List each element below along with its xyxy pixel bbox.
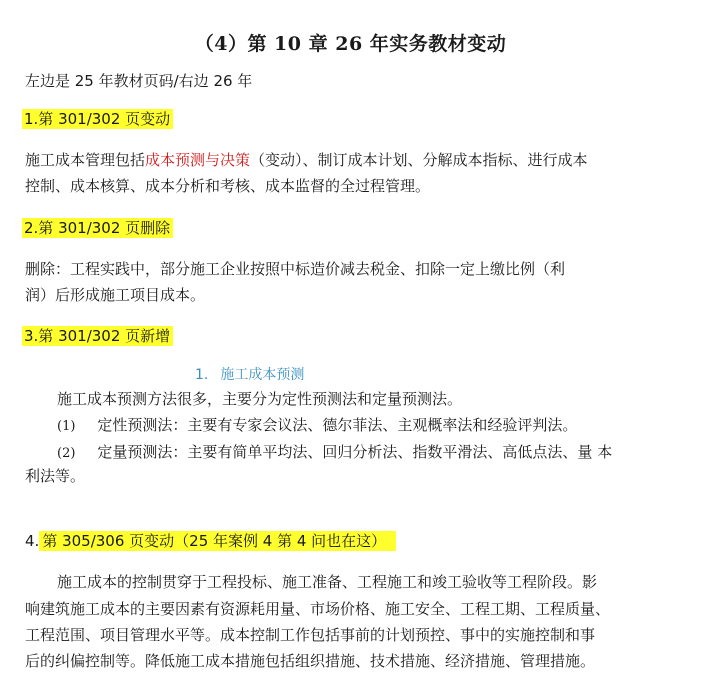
section-4-line-4: 后的纠偏控制等。降低施工成本措施包括组织措施、技术措施、经济措施、管理措施。 — [25, 652, 596, 670]
section-3-heading — [22, 325, 173, 346]
section-4-heading-number: 4. — [25, 532, 40, 550]
subheading-text: 施工成本预测 — [220, 367, 305, 383]
page-title: （4）第 10 章 26 年实务教材变动 — [194, 33, 507, 55]
subheading-number: 1. — [195, 367, 209, 383]
section-3-heading-highlight: 3.第 301/302 页新增 — [22, 326, 173, 346]
item-2-text: 定量预测法：主要有简单平均法、回归分析法、指数平滑法、高低点法、量 本 — [97, 443, 613, 461]
section-1-text-post: （变动）、制订成本计划、分解成本指标、进行成本 — [250, 151, 588, 169]
section-4-heading — [25, 530, 396, 551]
section-4-line-2: 响建筑施工成本的主要因素有资源耗用量、市场价格、施工安全、工程工期、工程质量、 — [25, 600, 611, 618]
section-1-para-line-1 — [25, 147, 588, 173]
section-2-heading-highlight: 2.第 301/302 页删除 — [22, 218, 173, 238]
section-1-heading — [22, 108, 173, 129]
section-1-heading-highlight: 1.第 301/302 页变动 — [22, 109, 173, 129]
item-2-number: (2) — [57, 446, 76, 461]
section-1-red-text: 成本预测与决策 — [145, 151, 251, 169]
section-2-para-line-2: 润）后形成施工项目成本。 — [25, 286, 206, 304]
section-2-para-line-1: 删除：工程实践中，部分施工企业按照中标造价减去税金、扣除一定上缴比例（利 — [25, 260, 566, 278]
section-3-subheading — [195, 364, 304, 384]
page-number-note: 左边是 25 年教材页码/右边 26 年 — [25, 72, 253, 90]
item-1-number: (1) — [57, 419, 76, 434]
item-1-text: 定性预测法：主要有专家会议法、德尔菲法、主观概率法和经验评判法。 — [97, 416, 578, 434]
section-3-item-1 — [57, 414, 577, 435]
section-4-line-1: 施工成本的控制贯穿于工程投标、施工准备、工程施工和竣工验收等工程阶段。影 — [57, 573, 598, 591]
section-1-para-line-2: 控制、成本核算、成本分析和考核、成本监督的全过程管理。 — [25, 177, 431, 195]
section-2-heading — [22, 217, 173, 238]
section-4-line-3: 工程范围、项目管理水平等。成本控制工作包括事前的计划预控、事中的实施控制和事 — [25, 626, 596, 644]
section-4-heading-highlight: 第 305/306 页变动（25 年案例 4 第 4 问也在这） — [39, 531, 396, 551]
section-3-item-2-continuation: 利法等。 — [25, 467, 86, 485]
section-3-intro: 施工成本预测方法很多，主要分为定性预测法和定量预测法。 — [57, 390, 463, 408]
section-1-text-pre: 施工成本管理包括 — [25, 151, 146, 169]
section-3-item-2 — [57, 441, 612, 462]
